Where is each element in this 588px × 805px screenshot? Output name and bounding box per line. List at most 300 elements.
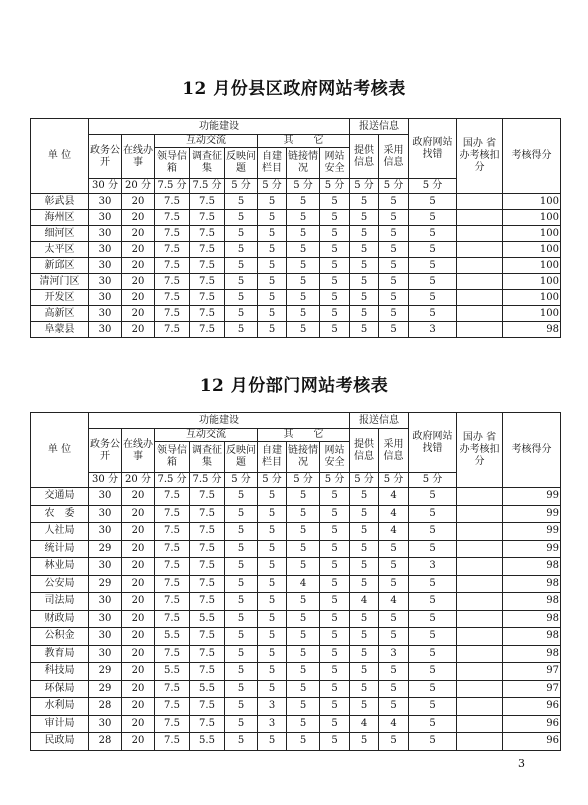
score-cell: 98 xyxy=(503,610,561,628)
gov-open-header: 政务公开 xyxy=(89,135,122,179)
value-cell: 4 xyxy=(379,523,409,541)
value-cell: 5 xyxy=(350,610,379,628)
value-cell: 5 xyxy=(320,258,350,274)
table-row xyxy=(31,575,561,593)
value-cell: 5 xyxy=(258,645,287,663)
value-cell: 30 xyxy=(89,645,122,663)
value-cell xyxy=(457,274,503,290)
points-cell: 5 分 xyxy=(287,473,320,488)
value-cell: 30 xyxy=(89,610,122,628)
value-cell: 20 xyxy=(122,194,155,210)
value-cell: 7.5 xyxy=(155,210,190,226)
table-row xyxy=(31,558,561,576)
value-cell: 5 xyxy=(350,540,379,558)
value-cell: 5 xyxy=(379,540,409,558)
other-header: 其 它 xyxy=(258,135,350,148)
value-cell: 7.5 xyxy=(190,698,225,716)
value-cell: 5 xyxy=(225,715,258,733)
error-finding-header: 政府网站找错 xyxy=(409,413,457,473)
value-cell: 20 xyxy=(122,680,155,698)
value-cell: 5 xyxy=(409,698,457,716)
unit-name-cell: 司法局 xyxy=(31,593,89,611)
value-cell: 5 xyxy=(409,733,457,751)
value-cell: 5 xyxy=(225,733,258,751)
value-cell: 5 xyxy=(287,258,320,274)
value-cell: 7.5 xyxy=(190,290,225,306)
value-cell: 7.5 xyxy=(155,290,190,306)
site-security-header: 网站安全 xyxy=(320,442,350,473)
value-cell: 20 xyxy=(122,558,155,576)
survey-header: 调查征集 xyxy=(190,442,225,473)
value-cell: 5 xyxy=(287,680,320,698)
score-cell: 96 xyxy=(503,715,561,733)
value-cell: 5 xyxy=(350,698,379,716)
value-cell: 5 xyxy=(225,226,258,242)
value-cell: 20 xyxy=(122,628,155,646)
survey-header: 调查征集 xyxy=(190,148,225,179)
report-info-header: 报送信息 xyxy=(350,119,409,135)
value-cell: 28 xyxy=(89,698,122,716)
value-cell: 5 xyxy=(379,242,409,258)
points-cell: 5 分 xyxy=(287,179,320,194)
value-cell: 5 xyxy=(225,322,258,338)
value-cell: 5 xyxy=(409,645,457,663)
value-cell: 5 xyxy=(350,523,379,541)
score-cell: 100 xyxy=(503,258,561,274)
value-cell: 5 xyxy=(320,306,350,322)
value-cell: 7.5 xyxy=(190,628,225,646)
value-cell: 7.5 xyxy=(155,540,190,558)
points-cell: 5 分 xyxy=(379,179,409,194)
value-cell: 5 xyxy=(350,274,379,290)
value-cell: 5 xyxy=(409,610,457,628)
value-cell: 5 xyxy=(350,645,379,663)
other-header: 其 它 xyxy=(258,429,350,442)
value-cell: 5 xyxy=(409,306,457,322)
value-cell: 7.5 xyxy=(190,194,225,210)
value-cell xyxy=(457,290,503,306)
value-cell: 5 xyxy=(287,290,320,306)
value-cell: 5 xyxy=(258,733,287,751)
value-cell: 5 xyxy=(225,663,258,681)
value-cell: 7.5 xyxy=(190,274,225,290)
value-cell: 5 xyxy=(287,628,320,646)
table-row xyxy=(31,242,561,258)
value-cell: 5 xyxy=(225,540,258,558)
value-cell: 5 xyxy=(350,505,379,523)
score-cell: 99 xyxy=(503,523,561,541)
value-cell: 5 xyxy=(379,290,409,306)
dept-assessment-table xyxy=(30,412,561,751)
interaction-header: 互动交流 xyxy=(155,135,258,148)
unit-name-cell: 彰武县 xyxy=(31,194,89,210)
value-cell: 5 xyxy=(225,306,258,322)
value-cell: 5 xyxy=(225,488,258,506)
value-cell: 5.5 xyxy=(190,610,225,628)
value-cell: 7.5 xyxy=(155,194,190,210)
score-cell: 100 xyxy=(503,290,561,306)
deduction-header: 国办 省办考核扣分 xyxy=(457,413,503,488)
value-cell: 5 xyxy=(225,290,258,306)
value-cell: 5 xyxy=(379,210,409,226)
table-row xyxy=(31,488,561,506)
table-row xyxy=(31,306,561,322)
score-cell: 100 xyxy=(503,194,561,210)
report-info-header: 报送信息 xyxy=(350,413,409,429)
deduction-header: 国办 省办考核扣分 xyxy=(457,119,503,194)
value-cell: 3 xyxy=(258,715,287,733)
value-cell: 20 xyxy=(122,306,155,322)
points-cell: 7.5 分 xyxy=(190,473,225,488)
value-cell: 5 xyxy=(287,540,320,558)
value-cell: 5 xyxy=(350,322,379,338)
score-cell: 96 xyxy=(503,733,561,751)
points-cell: 7.5 分 xyxy=(155,473,190,488)
value-cell: 5 xyxy=(379,274,409,290)
value-cell: 5 xyxy=(320,505,350,523)
value-cell: 5 xyxy=(379,575,409,593)
table-row xyxy=(31,610,561,628)
value-cell: 30 xyxy=(89,226,122,242)
links-header: 链接情况 xyxy=(287,442,320,473)
value-cell: 7.5 xyxy=(155,593,190,611)
table-row xyxy=(31,593,561,611)
value-cell: 7.5 xyxy=(190,258,225,274)
score-cell: 100 xyxy=(503,242,561,258)
value-cell xyxy=(457,226,503,242)
value-cell: 5 xyxy=(350,680,379,698)
page-number: 3 xyxy=(518,757,525,770)
value-cell: 5 xyxy=(379,258,409,274)
value-cell: 5 xyxy=(225,242,258,258)
value-cell: 5 xyxy=(225,523,258,541)
gov-open-header: 政务公开 xyxy=(89,429,122,473)
value-cell xyxy=(457,698,503,716)
value-cell: 4 xyxy=(350,593,379,611)
value-cell: 7.5 xyxy=(190,306,225,322)
table-row xyxy=(31,645,561,663)
value-cell: 5 xyxy=(225,593,258,611)
value-cell: 20 xyxy=(122,610,155,628)
value-cell xyxy=(457,733,503,751)
value-cell: 5 xyxy=(320,698,350,716)
value-cell: 5 xyxy=(287,733,320,751)
value-cell: 5 xyxy=(379,306,409,322)
table-row xyxy=(31,715,561,733)
value-cell: 5 xyxy=(258,194,287,210)
dept-table-title: 12 月份部门网站考核表 xyxy=(199,376,389,396)
value-cell xyxy=(457,194,503,210)
score-cell: 99 xyxy=(503,540,561,558)
table-row xyxy=(31,194,561,210)
value-cell: 5 xyxy=(225,628,258,646)
unit-name-cell: 水利局 xyxy=(31,698,89,716)
value-cell: 5 xyxy=(320,628,350,646)
value-cell: 5 xyxy=(320,290,350,306)
points-cell: 5 分 xyxy=(379,473,409,488)
table-row xyxy=(31,505,561,523)
score-cell: 99 xyxy=(503,505,561,523)
value-cell: 3 xyxy=(409,558,457,576)
value-cell: 5 xyxy=(287,226,320,242)
value-cell: 5 xyxy=(287,194,320,210)
adopt-info-header: 采用信息 xyxy=(379,429,409,473)
unit-name-cell: 清河门区 xyxy=(31,274,89,290)
value-cell: 5 xyxy=(320,210,350,226)
table-row xyxy=(31,258,561,274)
value-cell: 20 xyxy=(122,488,155,506)
value-cell: 5 xyxy=(409,523,457,541)
score-cell: 100 xyxy=(503,306,561,322)
unit-name-cell: 交通局 xyxy=(31,488,89,506)
value-cell: 5 xyxy=(379,663,409,681)
unit-name-cell: 农 委 xyxy=(31,505,89,523)
value-cell: 5 xyxy=(258,226,287,242)
value-cell: 4 xyxy=(287,575,320,593)
county-table-title: 12 月份县区政府网站考核表 xyxy=(182,79,406,99)
value-cell: 7.5 xyxy=(155,258,190,274)
table-row xyxy=(31,226,561,242)
value-cell: 5 xyxy=(287,488,320,506)
mailbox-header: 领导信箱 xyxy=(155,148,190,179)
value-cell: 20 xyxy=(122,575,155,593)
value-cell: 5 xyxy=(287,663,320,681)
value-cell: 5 xyxy=(409,715,457,733)
value-cell: 5 xyxy=(379,322,409,338)
value-cell: 30 xyxy=(89,523,122,541)
value-cell xyxy=(457,523,503,541)
value-cell: 5 xyxy=(320,194,350,210)
value-cell: 5 xyxy=(225,210,258,226)
points-cell: 5 分 xyxy=(320,473,350,488)
value-cell: 5 xyxy=(320,680,350,698)
value-cell: 5 xyxy=(225,558,258,576)
value-cell: 5 xyxy=(379,610,409,628)
points-cell: 5 分 xyxy=(409,473,457,488)
site-security-header: 网站安全 xyxy=(320,148,350,179)
adopt-info-header: 采用信息 xyxy=(379,135,409,179)
value-cell: 20 xyxy=(122,322,155,338)
value-cell: 5 xyxy=(320,733,350,751)
value-cell: 5 xyxy=(379,194,409,210)
value-cell: 5 xyxy=(320,715,350,733)
value-cell: 5 xyxy=(258,663,287,681)
value-cell: 5 xyxy=(409,226,457,242)
unit-header: 单 位 xyxy=(31,413,89,488)
value-cell: 20 xyxy=(122,210,155,226)
value-cell xyxy=(457,306,503,322)
value-cell xyxy=(457,242,503,258)
value-cell: 5 xyxy=(320,558,350,576)
value-cell: 7.5 xyxy=(155,306,190,322)
value-cell: 5 xyxy=(350,226,379,242)
value-cell: 5 xyxy=(350,242,379,258)
provide-info-header: 提供信息 xyxy=(350,135,379,179)
value-cell xyxy=(457,610,503,628)
value-cell: 30 xyxy=(89,628,122,646)
value-cell: 29 xyxy=(89,663,122,681)
score-cell: 98 xyxy=(503,322,561,338)
value-cell: 5 xyxy=(287,306,320,322)
value-cell: 5 xyxy=(258,628,287,646)
table-row xyxy=(31,523,561,541)
value-cell: 4 xyxy=(379,488,409,506)
value-cell: 20 xyxy=(122,505,155,523)
value-cell: 7.5 xyxy=(190,558,225,576)
score-cell: 98 xyxy=(503,593,561,611)
value-cell: 7.5 xyxy=(190,226,225,242)
value-cell: 7.5 xyxy=(155,505,190,523)
unit-name-cell: 公安局 xyxy=(31,575,89,593)
value-cell: 30 xyxy=(89,274,122,290)
value-cell: 5 xyxy=(258,258,287,274)
value-cell xyxy=(457,575,503,593)
unit-name-cell: 高新区 xyxy=(31,306,89,322)
value-cell: 7.5 xyxy=(155,698,190,716)
value-cell: 5 xyxy=(258,322,287,338)
value-cell: 5 xyxy=(379,733,409,751)
value-cell: 5 xyxy=(258,558,287,576)
error-finding-header: 政府网站找错 xyxy=(409,119,457,179)
unit-name-cell: 公积金 xyxy=(31,628,89,646)
unit-name-cell: 太平区 xyxy=(31,242,89,258)
value-cell: 5 xyxy=(287,645,320,663)
value-cell: 5 xyxy=(287,698,320,716)
score-cell: 97 xyxy=(503,680,561,698)
value-cell: 5 xyxy=(258,242,287,258)
value-cell: 20 xyxy=(122,523,155,541)
value-cell xyxy=(457,663,503,681)
value-cell: 5 xyxy=(287,210,320,226)
value-cell: 7.5 xyxy=(155,610,190,628)
value-cell: 5 xyxy=(258,488,287,506)
score-header: 考核得分 xyxy=(503,413,561,488)
value-cell: 7.5 xyxy=(155,242,190,258)
points-cell: 5 分 xyxy=(258,179,287,194)
value-cell: 5.5 xyxy=(190,680,225,698)
value-cell: 5 xyxy=(225,575,258,593)
score-cell: 100 xyxy=(503,210,561,226)
points-cell: 20 分 xyxy=(122,179,155,194)
value-cell: 5 xyxy=(225,698,258,716)
points-cell: 7.5 分 xyxy=(155,179,190,194)
table-row xyxy=(31,322,561,338)
value-cell: 5 xyxy=(225,645,258,663)
value-cell: 5 xyxy=(287,505,320,523)
value-cell: 5.5 xyxy=(155,663,190,681)
value-cell: 30 xyxy=(89,258,122,274)
value-cell: 7.5 xyxy=(190,593,225,611)
value-cell: 7.5 xyxy=(155,680,190,698)
value-cell: 5 xyxy=(350,488,379,506)
value-cell: 20 xyxy=(122,274,155,290)
score-cell: 100 xyxy=(503,226,561,242)
function-build-header: 功能建设 xyxy=(89,413,350,429)
value-cell: 5 xyxy=(258,290,287,306)
table-row xyxy=(31,210,561,226)
value-cell: 4 xyxy=(350,715,379,733)
value-cell: 20 xyxy=(122,715,155,733)
value-cell: 5 xyxy=(409,274,457,290)
mailbox-header: 领导信箱 xyxy=(155,442,190,473)
value-cell: 5 xyxy=(409,593,457,611)
feedback-header: 反映问题 xyxy=(225,442,258,473)
value-cell: 30 xyxy=(89,242,122,258)
value-cell: 20 xyxy=(122,226,155,242)
county-assessment-table xyxy=(30,118,561,338)
value-cell: 29 xyxy=(89,680,122,698)
value-cell: 5 xyxy=(258,306,287,322)
value-cell: 7.5 xyxy=(190,663,225,681)
value-cell: 5 xyxy=(320,226,350,242)
value-cell xyxy=(457,505,503,523)
value-cell xyxy=(457,628,503,646)
value-cell: 5 xyxy=(225,505,258,523)
value-cell: 5 xyxy=(320,523,350,541)
value-cell: 5 xyxy=(409,488,457,506)
value-cell: 5 xyxy=(258,680,287,698)
value-cell: 4 xyxy=(379,715,409,733)
value-cell: 7.5 xyxy=(190,210,225,226)
value-cell: 3 xyxy=(379,645,409,663)
value-cell: 4 xyxy=(379,505,409,523)
table-row xyxy=(31,680,561,698)
value-cell: 30 xyxy=(89,488,122,506)
value-cell: 5 xyxy=(350,575,379,593)
value-cell: 29 xyxy=(89,540,122,558)
score-cell: 97 xyxy=(503,663,561,681)
value-cell: 30 xyxy=(89,290,122,306)
value-cell: 20 xyxy=(122,698,155,716)
unit-name-cell: 人社局 xyxy=(31,523,89,541)
points-cell: 5 分 xyxy=(258,473,287,488)
value-cell: 7.5 xyxy=(190,322,225,338)
value-cell: 5 xyxy=(287,242,320,258)
table-row xyxy=(31,628,561,646)
value-cell: 5 xyxy=(320,540,350,558)
table-row xyxy=(31,274,561,290)
value-cell xyxy=(457,488,503,506)
value-cell: 5 xyxy=(409,628,457,646)
value-cell: 30 xyxy=(89,322,122,338)
table-row xyxy=(31,733,561,751)
value-cell: 5 xyxy=(350,663,379,681)
value-cell: 5 xyxy=(409,194,457,210)
value-cell: 4 xyxy=(379,593,409,611)
value-cell: 5 xyxy=(379,680,409,698)
unit-name-cell: 审计局 xyxy=(31,715,89,733)
value-cell: 5 xyxy=(287,523,320,541)
value-cell: 5 xyxy=(258,274,287,290)
value-cell: 5 xyxy=(350,210,379,226)
points-cell: 5 分 xyxy=(350,179,379,194)
score-cell: 98 xyxy=(503,558,561,576)
table-row xyxy=(31,698,561,716)
value-cell: 5 xyxy=(350,290,379,306)
function-build-header: 功能建设 xyxy=(89,119,350,135)
value-cell: 5 xyxy=(225,274,258,290)
value-cell: 7.5 xyxy=(190,575,225,593)
points-cell: 30 分 xyxy=(89,179,122,194)
value-cell: 5 xyxy=(287,715,320,733)
value-cell: 5 xyxy=(258,210,287,226)
value-cell: 5 xyxy=(287,322,320,338)
value-cell: 5 xyxy=(350,306,379,322)
value-cell: 5 xyxy=(258,593,287,611)
self-column-header: 自建栏目 xyxy=(258,442,287,473)
online-service-header: 在线办事 xyxy=(122,135,155,179)
value-cell: 5 xyxy=(287,558,320,576)
